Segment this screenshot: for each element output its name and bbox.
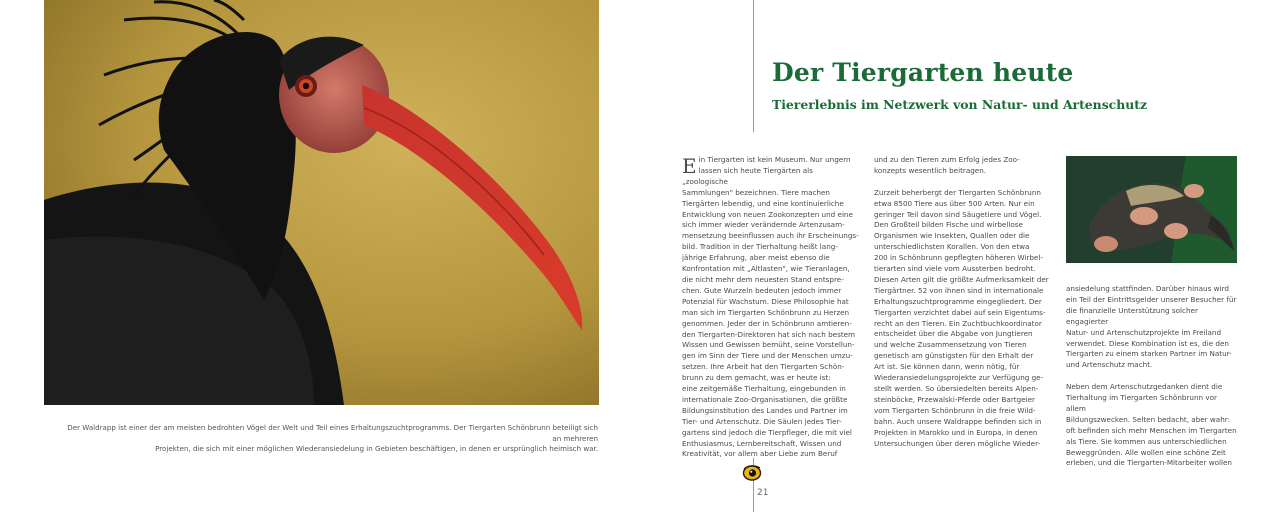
text-line: gen im Sinn der Tiere und der Menschen umzu- [682, 351, 853, 361]
text-line: gartens sind jedoch die Tierpfleger, die mit viel [682, 427, 852, 437]
text-line: Den Großteil bilden Fische und wirbellose [874, 220, 1023, 230]
text-line: eine zeitgemäße Tierhaltung, eingebunden in [682, 384, 846, 394]
text-line: Kreativität, vor allem aber Liebe zum Beruf [682, 449, 838, 459]
gutter-rule-top [753, 0, 754, 132]
text-line: ansiedelung stattfinden. Darüber hinaus wird [1066, 284, 1229, 293]
text-line: Beweggründen. Alle wollen eine schöne Zeit [1066, 447, 1226, 457]
text-line: geringer Teil davon sind Säugetiere und Vögel. [874, 209, 1042, 219]
text-line: und welche Zusammensetzung von Tieren [874, 340, 1027, 350]
text-line: und zu den Tieren zum Erfolg jedes Zoo- [874, 155, 1020, 164]
text-line: mensetzung beeinflussen auch ihr Erscheinungs- [682, 231, 859, 241]
text-line: Zurzeit beherbergt der Tiergarten Schönbrunn [874, 187, 1041, 197]
text-line: recht an den Tieren. Ein Zuchtbuchkoordinator [874, 318, 1042, 328]
column-2-paragraph-1 [874, 155, 1052, 177]
text-line: steinböcke, Przewalski-Pferde oder Bartgeier [874, 394, 1035, 404]
text-line: Wissen und Gewissen bemüht, seine Vorstellun- [682, 340, 855, 350]
text-line: bild. Tradition in der Tierhaltung heißt lang- [682, 242, 838, 252]
text-line: genommen. Jeder der in Schönbrunn amtieren- [682, 318, 852, 328]
text-line: stellt werden. So übersiedelten bereits Alpen- [874, 384, 1039, 394]
text-line: konzepts wesentlich beitragen. [874, 165, 987, 175]
text-line: vom Tiergarten Schönbrunn in die freie Wild- [874, 405, 1036, 415]
text-line: Tiergarten verzichtet dabei auf sein Eigentums- [874, 307, 1046, 317]
text-line: die finanzielle Unterstützung solcher engagierter [1066, 305, 1198, 326]
column-1-paragraph [682, 155, 860, 460]
text-line: in Tiergarten ist kein Museum. Nur ungern [698, 155, 851, 164]
text-line: Tiergärten lebendig, und eine kontinuierliche [682, 198, 844, 208]
text-line: Tiergärtner. 52 von ihnen sind in internationale [874, 285, 1044, 295]
text-line: oft befinden sich mehr Menschen im Tiergarten [1066, 425, 1237, 435]
page-number: 21 [757, 488, 769, 498]
text-line: Art ist. Sie können dann, wenn nötig, für [874, 362, 1020, 372]
drop-cap: E [682, 154, 697, 178]
text-line: Entwicklung von neuen Zookonzepten und eine [682, 209, 853, 219]
text-line: Erhaltungszuchtprogramme eingegliedert. Der [874, 296, 1042, 306]
text-line: die nicht mehr dem neuesten Stand entspre- [682, 274, 844, 284]
text-line: internationale Zoo-Organisationen, die größte [682, 394, 848, 404]
text-line: Sammlungen" bezeichnen. Tiere machen [682, 187, 830, 197]
caption-line: Projekten, die sich mit einer möglichen Wiederansiedelung in Gebieten beschäftigen, in denen er ursprünglich heimisch war. [155, 444, 598, 453]
text-line: Projekten in Marokko und in Europa, in denen [874, 427, 1038, 437]
text-line: verwendet. Diese Kombination ist es, die den [1066, 338, 1229, 348]
text-line: Tier- und Artenschutz. Die Säulen jedes Tier- [682, 416, 842, 426]
text-line: setzen. Ihre Arbeit hat den Tiergarten Schön- [682, 362, 845, 372]
text-line: erleben, und die Tiergarten-Mitarbeiter wollen [1066, 458, 1232, 468]
ibis-photo [44, 0, 599, 405]
text-line: Potenzial für Wachstum. Diese Philosophie hat [682, 296, 849, 306]
text-line: chen. Gute Wurzeln bedeuten jedoch immer [682, 285, 842, 295]
photo-caption [58, 423, 598, 455]
column-2-paragraph-2 [874, 188, 1052, 450]
page-subtitle: Tiererlebnis im Netzwerk von Natur- und Artenschutz [772, 97, 1147, 112]
text-line: brunn zu dem gemacht, was er heute ist: [682, 373, 831, 383]
text-line: Organismen wie Insekten, Quallen oder die [874, 231, 1030, 241]
text-line: bahn. Auch unsere Waldrappe befinden sich in [874, 416, 1042, 426]
text-line: Enthusiasmus, Lernbereitschaft, Wissen und [682, 438, 842, 448]
text-line: jährige Erfahrung, aber meist ebenso die [682, 253, 830, 263]
text-line: unterschiedlichsten Korallen. Von den etwa [874, 242, 1030, 252]
column-3-paragraph-2 [1066, 382, 1238, 469]
text-line: und Artenschutz macht. [1066, 360, 1153, 370]
text-line: 200 in Schönbrunn gepflegten höheren Wirbel- [874, 253, 1043, 263]
text-line: man sich im Tiergarten Schönbrunn zu Herzen [682, 307, 850, 317]
text-line: Konfrontation mit „Altlasten", wie Tieranlagen, [682, 264, 850, 274]
text-column-1 [682, 155, 860, 460]
text-line: Bildungszwecken. Selten bedacht, aber wahr: [1066, 414, 1231, 424]
text-line: genetisch am günstigsten für den Erhalt der [874, 351, 1034, 361]
page-title: Der Tiergarten heute [772, 58, 1074, 87]
caption-line: Der Waldrapp ist einer der am meisten bedrohten Vögel der Welt und Teil eines Erhaltungszuchtprogramms. Der Tiergarten Schönbrunn beteiligt sich an mehreren [67, 423, 598, 443]
text-line: Neben dem Artenschutzgedanken dient die [1066, 382, 1223, 392]
text-line: etwa 8500 Tiere aus über 500 Arten. Nur ein [874, 198, 1035, 208]
text-line: Bildungsinstitution des Landes und Partner im [682, 405, 848, 415]
text-line: Wiederansiedelungsprojekte zur Verfügung ge- [874, 373, 1044, 383]
text-line: als Tiere. Sie kommen aus unterschiedlichen [1066, 436, 1227, 446]
text-line: ein Teil der Eintrittsgelder unserer Besucher für [1066, 294, 1237, 304]
text-line: Untersuchungen über deren mögliche Wieder- [874, 438, 1041, 448]
text-line: Natur- und Artenschutzprojekte im Freiland [1066, 327, 1222, 337]
text-line: sich immer wieder verändernde Artenzusam- [682, 220, 845, 230]
text-line: Tiergarten zu einem starken Partner im Natur- [1066, 349, 1232, 359]
text-line: lassen sich heute Tiergärten als „zoologische [682, 165, 813, 186]
text-line: entscheidet über die Abgabe von Jungtieren [874, 329, 1033, 339]
text-column-2 [874, 155, 1052, 449]
text-column-3 [1066, 284, 1238, 469]
text-line: tierarten sind viele vom Aussterben bedroht. [874, 264, 1036, 274]
text-line: den Tiergarten-Direktoren hat sich nach bestem [682, 329, 856, 339]
text-line: Tierhaltung im Tiergarten Schönbrunn vor allem [1066, 393, 1217, 413]
owl-eye-icon [742, 462, 762, 482]
anteater-photo [1066, 156, 1237, 263]
column-3-paragraph-1 [1066, 284, 1238, 371]
text-line: Diesen Arten gilt die größte Aufmerksamkeit der [874, 274, 1049, 284]
